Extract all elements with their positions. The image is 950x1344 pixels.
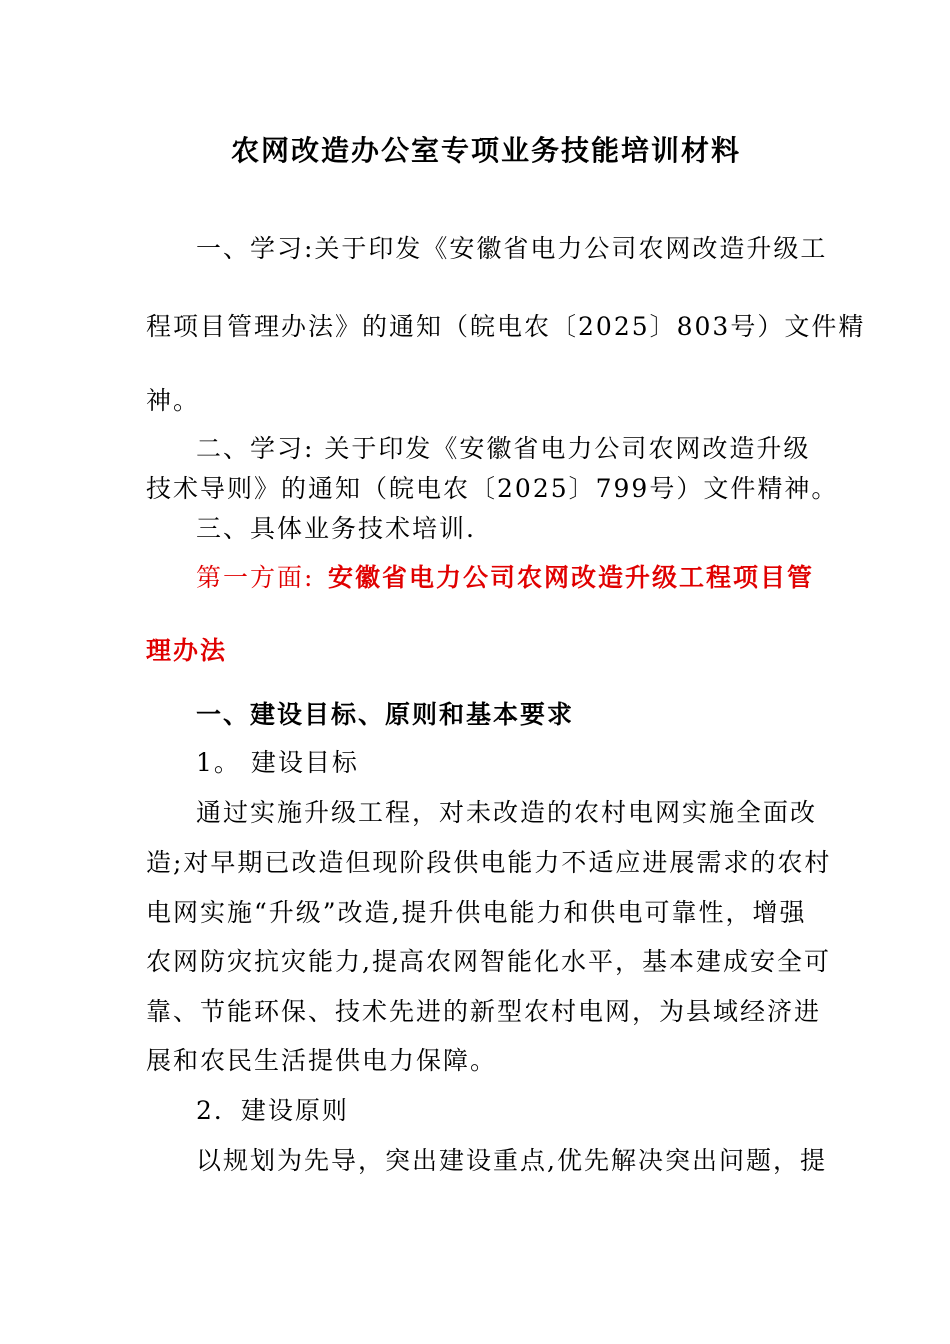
item-2-line-2: 技术导则》的通知（皖电农〔2025〕799号）文件精神。 <box>146 474 839 503</box>
body-1-line-2: 造;对早期已改造但现阶段供电能力不适应进展需求的农村 <box>146 848 832 877</box>
body-1-line-4: 农网防灾抗灾能力,提高农网智能化水平，基本建成安全可 <box>146 947 831 976</box>
item-2-line-1: 二、学习: 关于印发《安徽省电力公司农网改造升级 <box>196 434 811 463</box>
aspect-heading-line-2: 理办法 <box>146 636 228 665</box>
item-1-line-3: 神。 <box>146 386 201 415</box>
subsection-2-heading: 2．建设原则 <box>196 1096 349 1125</box>
body-1-line-6: 展和农民生活提供电力保障。 <box>146 1046 498 1075</box>
aspect-heading-line-1: 安徽省电力公司农网改造升级工程项目管 <box>328 563 815 592</box>
subsection-1-heading: 1。 建设目标 <box>196 748 359 777</box>
body-1-line-5: 靠、节能环保、技术先进的新型农村电网，为县域经济进 <box>146 997 822 1026</box>
body-2-line-1: 以规划为先导，突出建设重点,优先解决突出问题，提 <box>196 1146 827 1175</box>
body-1-line-3: 电网实施“升级”改造,提升供电能力和供电可靠性，增强 <box>146 898 807 927</box>
body-1-line-1: 通过实施升级工程，对未改造的农村电网实施全面改 <box>196 798 818 827</box>
item-3: 三、具体业务技术培训. <box>196 514 476 543</box>
item-1-line-1: 一、学习:关于印发《安徽省电力公司农网改造升级工 <box>196 234 828 263</box>
item-1-line-2: 程项目管理办法》的通知（皖电农〔2025〕803号）文件精 <box>146 312 866 341</box>
aspect-prefix: 第一方面: <box>196 563 315 592</box>
section-1-heading: 一、建设目标、原则和基本要求 <box>196 700 575 729</box>
document-title: 农网改造办公室专项业务技能培训材料 <box>231 134 742 167</box>
